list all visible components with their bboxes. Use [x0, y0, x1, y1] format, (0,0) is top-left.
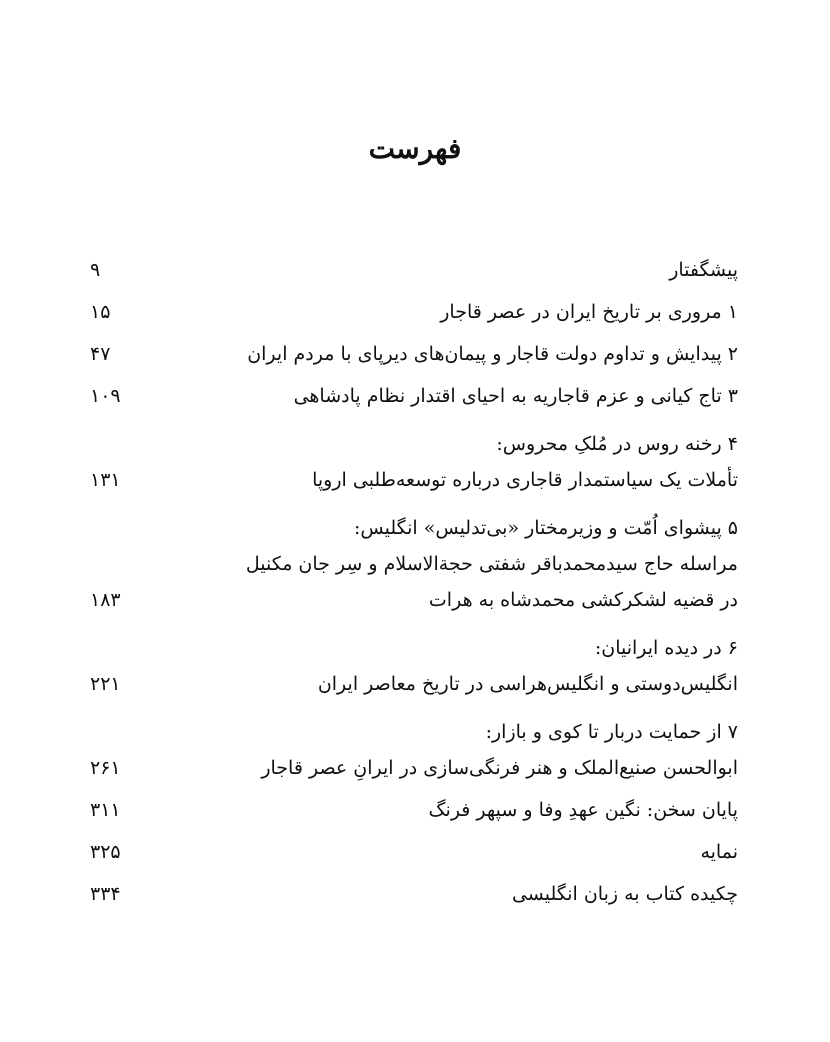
page-number: ۲۶۱ — [90, 757, 121, 779]
page-number: ۹ — [90, 259, 101, 281]
page-title: فهرست — [368, 132, 462, 165]
page-number: ۱۵ — [90, 301, 111, 323]
table-of-contents — [90, 252, 738, 912]
toc-entry-chapter-7 — [90, 714, 738, 786]
entry-title: ۱ مروری بر تاریخ ایران در عصر قاجار — [440, 301, 738, 323]
entry-title-line: ۶ در دیده ایرانیان: — [594, 637, 738, 659]
entry-title-line: ۷ از حمایت دربار تا کوی و بازار: — [485, 721, 738, 743]
entry-title-line: ۵ پیشوای اُمّت و وزیرمختار «بی‌تدلیس» انگلیس: — [353, 517, 738, 539]
page-number: ۱۰۹ — [90, 385, 121, 407]
page-number: ۳۲۵ — [90, 841, 121, 863]
toc-entry-chapter-1 — [90, 294, 738, 330]
toc-entry-chapter-5 — [90, 510, 738, 618]
page-number: ۱۸۳ — [90, 589, 121, 611]
page-number: ۴۷ — [90, 343, 111, 365]
toc-entry-index — [90, 834, 738, 870]
entry-title: چکیده کتاب به زبان انگلیسی — [511, 883, 738, 905]
toc-entry-english-abstract — [90, 876, 738, 912]
entry-title: پایان سخن: نگین عهدِ وفا و سپهر فرنگ — [428, 799, 738, 821]
entry-title: نمایه — [700, 841, 738, 863]
entry-title-line: ۴ رخنه روس در مُلکِ محروس: — [496, 433, 738, 455]
toc-entry-preface — [90, 252, 738, 288]
entry-title: ۳ تاج کیانی و عزم قاجاریه به احیای اقتدار نظام پادشاهی — [293, 385, 738, 407]
entry-subtitle-line: ابوالحسن صنیع‌الملک و هنر فرنگی‌سازی در ایرانِ عصر قاجار — [261, 757, 738, 779]
page-number: ۳۱۱ — [90, 799, 121, 821]
entry-subtitle-line: در قضیه لشکرکشی محمدشاه به هرات — [428, 589, 738, 611]
page-number: ۱۳۱ — [90, 469, 121, 491]
entry-title: ۲ پیدایش و تداوم دولت قاجار و پیمان‌های دیرپای با مردم ایران — [247, 343, 738, 365]
toc-entry-chapter-2 — [90, 336, 738, 372]
entry-subtitle-line: تأملات یک سیاستمدار قاجاری درباره توسعه‌طلبی اروپا — [312, 469, 738, 491]
page-number: ۳۳۴ — [90, 883, 121, 905]
toc-entry-chapter-6 — [90, 630, 738, 702]
toc-entry-epilogue — [90, 792, 738, 828]
toc-entry-chapter-3 — [90, 378, 738, 414]
entry-subtitle-line: انگلیس‌دوستی و انگلیس‌هراسی در تاریخ معاصر ایران — [317, 673, 738, 695]
entry-subtitle-line: مراسله حاج سیدمحمدباقر شفتی حجةالاسلام و سِر جان مکنیل — [245, 553, 738, 575]
toc-entry-chapter-4 — [90, 426, 738, 498]
entry-title: پیشگفتار — [669, 259, 738, 281]
page-number: ۲۲۱ — [90, 673, 121, 695]
